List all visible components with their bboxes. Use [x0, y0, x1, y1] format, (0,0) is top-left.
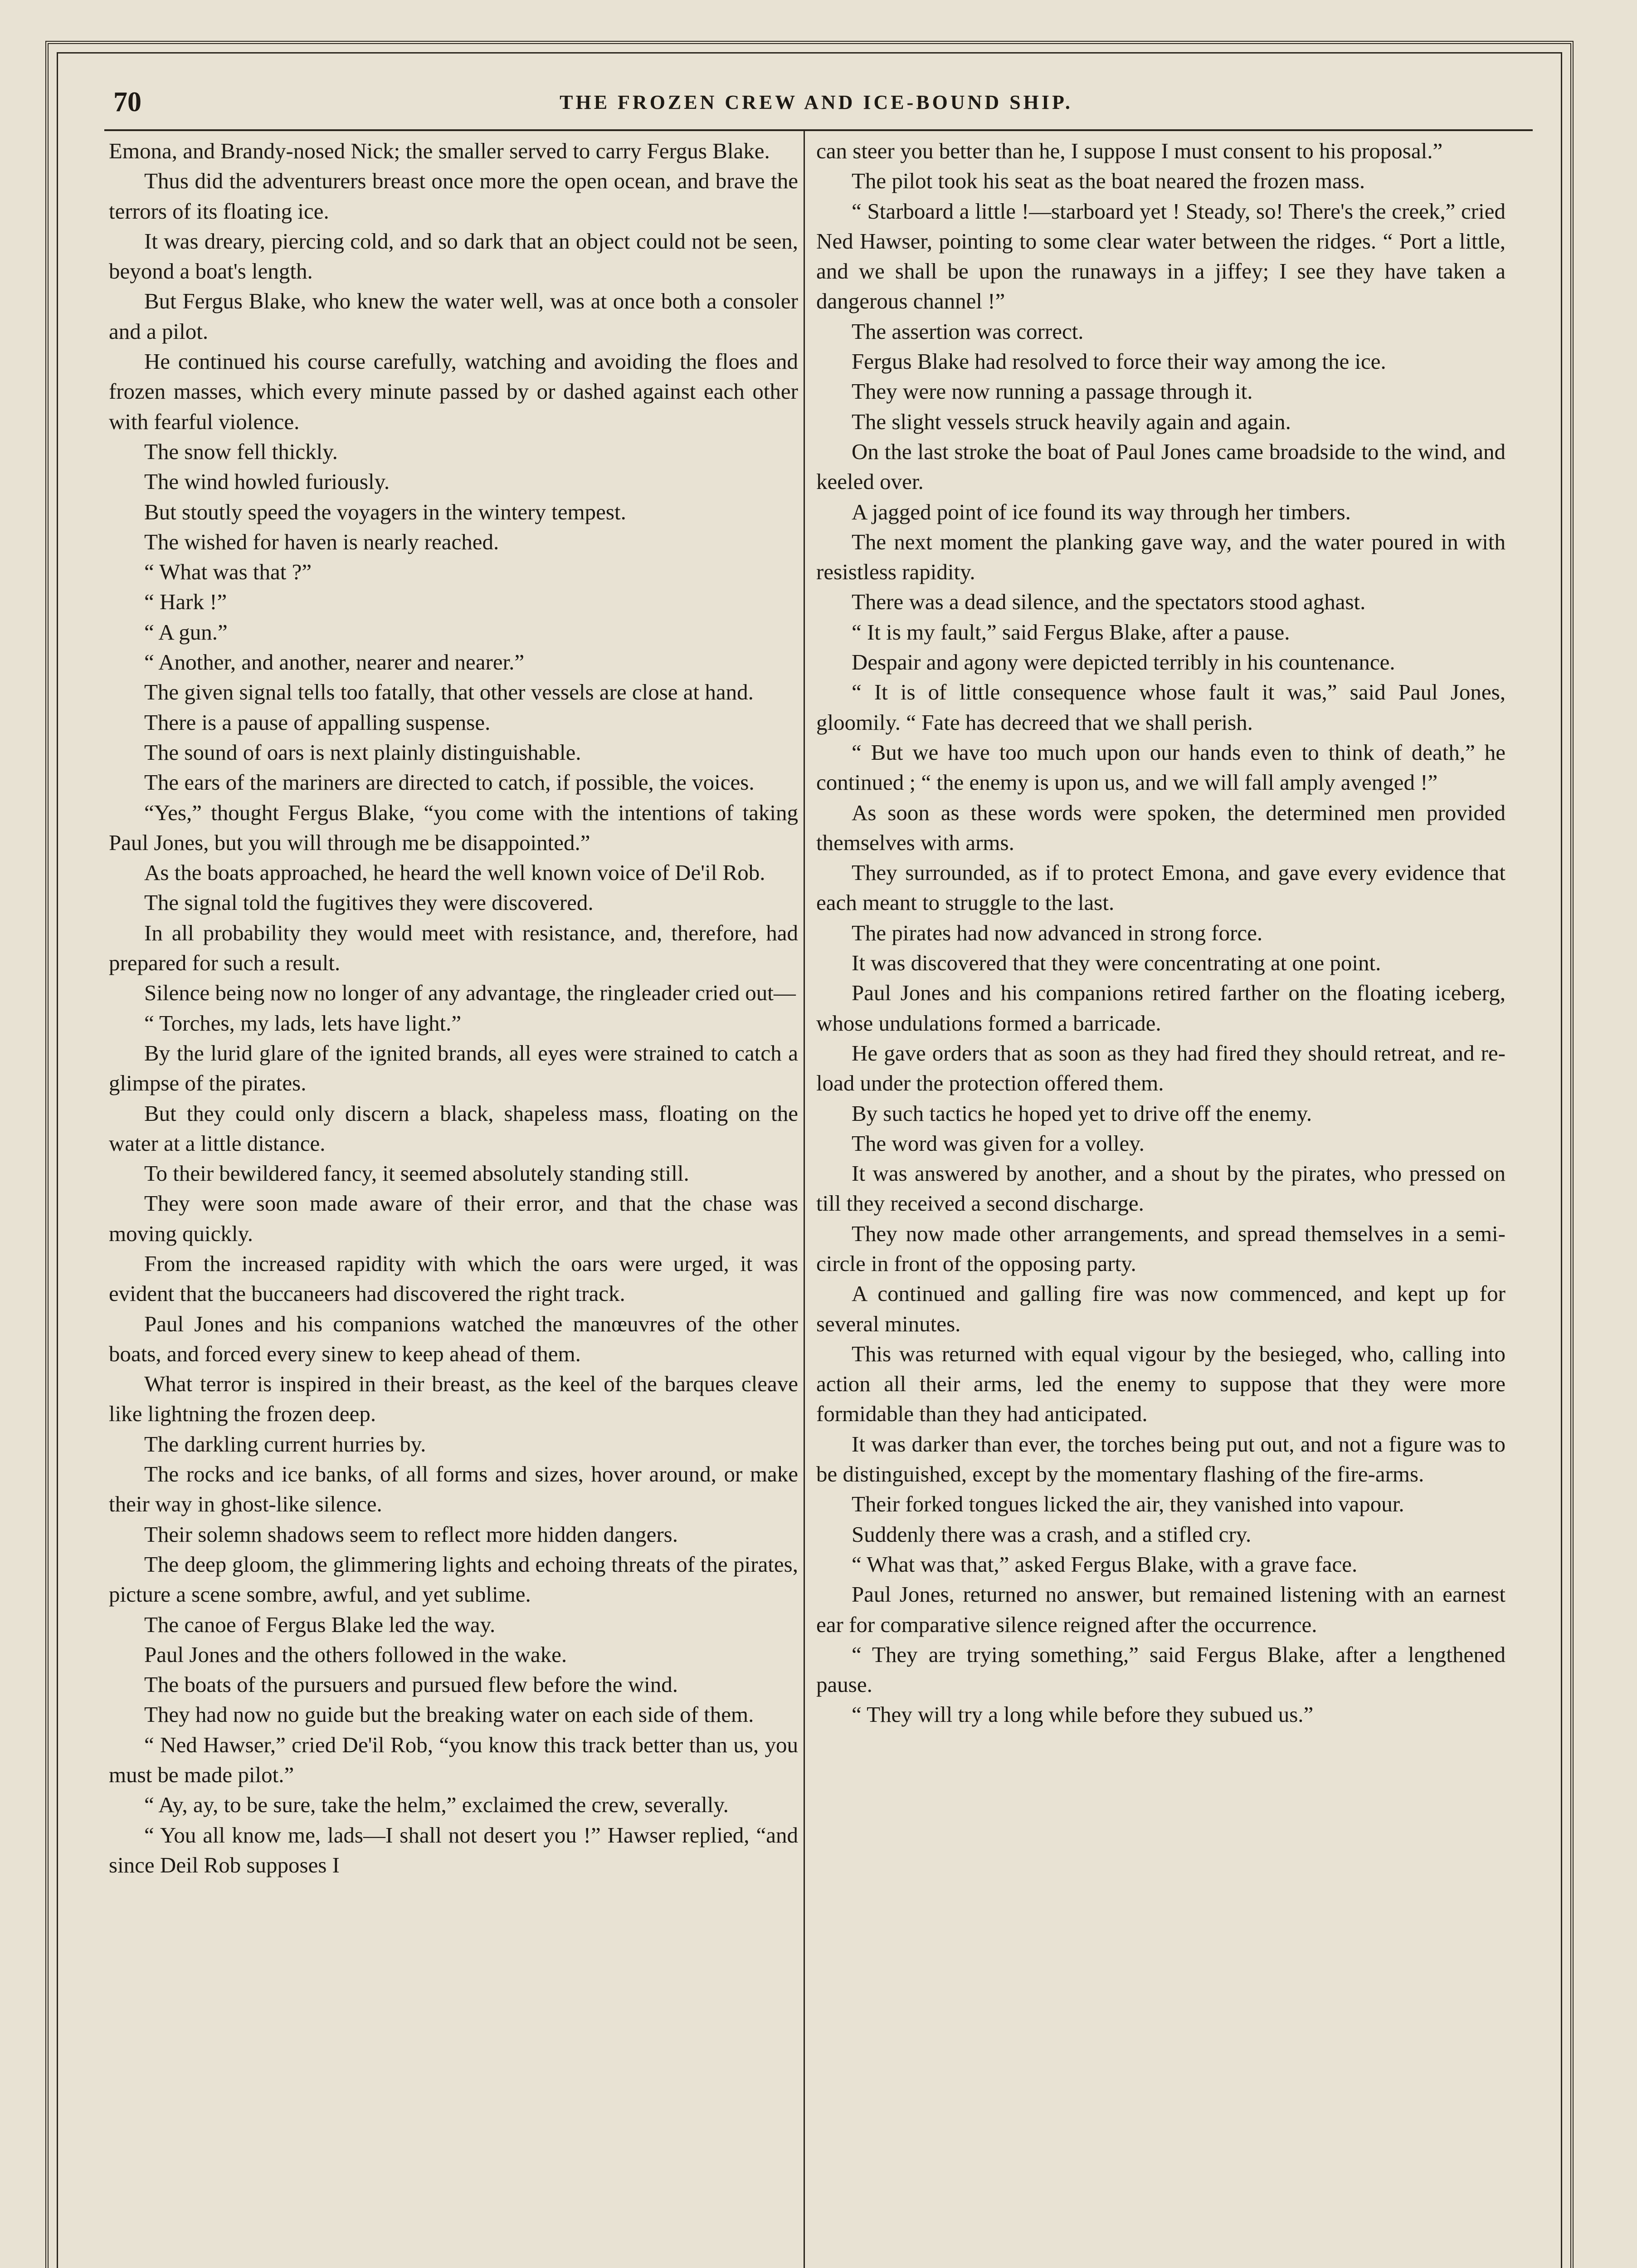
paragraph: Suddenly there was a crash, and a stifled cry.: [852, 1521, 1252, 1547]
paragraph: But stoutly speed the voyagers in the wintery tempest.: [144, 499, 626, 524]
paragraph: There was a dead silence, and the spectators stood aghast.: [852, 589, 1366, 615]
paragraph: Paul Jones and the others followed in the wake.: [144, 1642, 567, 1667]
column-divider: [804, 129, 805, 2268]
paragraph: “ It is my fault,” said Fergus Blake, after a pause.: [852, 619, 1290, 645]
paragraph: He gave orders that as soon as they had fired they should retreat, and re-load under the protection offered them.: [816, 1040, 1505, 1096]
paragraph: Paul Jones and his companions watched the manœuvres of the other boats, and forced every sinew to keep ahead of them.: [109, 1311, 798, 1366]
paragraph: The given signal tells too fatally, that other vessels are close at hand.: [144, 679, 754, 705]
paragraph: They now made other arrangements, and spread themselves in a semi-circle in front of the opposing party.: [816, 1221, 1505, 1276]
left-column: [109, 136, 798, 1880]
paragraph: It was darker than ever, the torches being put out, and not a figure was to be distinguished, except by the momentary flashing of the fire-arms.: [816, 1431, 1505, 1487]
paragraph: It was discovered that they were concentrating at one point.: [852, 950, 1381, 976]
paragraph: “ Another, and another, nearer and nearer.”: [144, 650, 525, 675]
paragraph: A continued and galling fire was now commenced, and kept up for several minutes.: [816, 1281, 1505, 1336]
paragraph: To their bewildered fancy, it seemed absolutely standing still.: [144, 1161, 689, 1186]
paragraph: Thus did the adventurers breast once more the open ocean, and brave the terrors of its floating ice.: [109, 168, 798, 224]
paragraph: In all probability they would meet with resistance, and, therefore, had prepared for such a result.: [109, 920, 798, 976]
paragraph: There is a pause of appalling suspense.: [144, 709, 491, 735]
paragraph: As soon as these words were spoken, the determined men provided themselves with arms.: [816, 800, 1505, 855]
paragraph: The next moment the planking gave way, and the water poured in with resistless rapidity.: [816, 529, 1505, 585]
paragraph: Their forked tongues licked the air, they vanished into vapour.: [852, 1491, 1404, 1517]
paragraph: Emona, and Brandy-nosed Nick; the smaller served to carry Fergus Blake.: [109, 138, 770, 163]
paragraph: “ They are trying something,” said Fergus Blake, after a lengthened pause.: [816, 1642, 1505, 1697]
paragraph: “Yes,” thought Fergus Blake, “you come with the intentions of taking Paul Jones, but you will through me be disappointed.”: [109, 800, 798, 855]
paragraph: What terror is inspired in their breast, as the keel of the barques cleave like lightning the frozen deep.: [109, 1371, 798, 1427]
paragraph: The assertion was correct.: [852, 318, 1084, 344]
paragraph: By such tactics he hoped yet to drive off the enemy.: [852, 1100, 1312, 1126]
paragraph: The snow fell thickly.: [144, 439, 338, 464]
paragraph: This was returned with equal vigour by the besieged, who, calling into action all their arms, led the enemy to suppose that they were more formidable than they had anticipated.: [816, 1341, 1505, 1427]
paragraph: But Fergus Blake, who knew the water well, was at once both a consoler and a pilot.: [109, 288, 798, 344]
paragraph: “ But we have too much upon our hands even to think of death,” he continued ; “ the enemy is upon us, and we will fall amply avenged !”: [816, 739, 1505, 795]
paragraph: Paul Jones, returned no answer, but remained listening with an earnest ear for comparative silence reigned after the occurrence.: [816, 1582, 1505, 1637]
paragraph: The rocks and ice banks, of all forms and sizes, hover around, or make their way in ghost-like silence.: [109, 1461, 798, 1517]
paragraph: From the increased rapidity with which the oars were urged, it was evident that the buccaneers had discovered the right track.: [109, 1251, 798, 1306]
paragraph: The wind howled furiously.: [144, 469, 390, 494]
paragraph: As the boats approached, he heard the well known voice of De'il Rob.: [144, 860, 765, 885]
paragraph: The boats of the pursuers and pursued flew before the wind.: [144, 1672, 678, 1697]
paragraph: They had now no guide but the breaking water on each side of them.: [144, 1702, 754, 1727]
page-number: 70: [113, 86, 141, 117]
paragraph: “ It is of little consequence whose fault it was,” said Paul Jones, gloomily. “ Fate has decreed that we shall perish.: [816, 679, 1505, 735]
paragraph: He continued his course carefully, watching and avoiding the floes and frozen masses, which every minute passed by or dashed against each other with fearful violence.: [109, 349, 798, 434]
paragraph: The sound of oars is next plainly distinguishable.: [144, 739, 581, 765]
paragraph: The pilot took his seat as the boat neared the frozen mass.: [852, 168, 1365, 194]
paragraph: The word was given for a volley.: [852, 1130, 1145, 1156]
paragraph: The wished for haven is nearly reached.: [144, 529, 499, 554]
header-rule: [104, 129, 1533, 131]
paragraph: The pirates had now advanced in strong force.: [852, 920, 1263, 945]
paragraph: “ Starboard a little !—starboard yet ! Steady, so! There's the creek,” cried Ned Hawser, pointing to some clear water between the ridges. “ Port a little, and we shall be upon the runaways in a jiffey; I see they have taken a dangerous channel !”: [816, 198, 1505, 314]
paragraph: They surrounded, as if to protect Emona, and gave every evidence that each meant to struggle to the last.: [816, 860, 1505, 915]
paragraph: can steer you better than he, I suppose I must consent to his proposal.”: [816, 138, 1443, 163]
paragraph: “ You all know me, lads—I shall not desert you !” Hawser replied, “and since Deil Rob supposes I: [109, 1822, 798, 1877]
paragraph: Silence being now no longer of any advantage, the ringleader cried out—: [144, 980, 796, 1006]
running-title: THE FROZEN CREW AND ICE-BOUND SHIP.: [560, 91, 1073, 113]
paragraph: The canoe of Fergus Blake led the way.: [144, 1612, 496, 1637]
paragraph: The slight vessels struck heavily again and again.: [852, 409, 1291, 434]
paragraph: “ What was that ?”: [144, 559, 312, 585]
right-column: [816, 136, 1505, 1730]
paragraph: But they could only discern a black, shapeless mass, floating on the water at a little distance.: [109, 1100, 798, 1156]
paragraph: Fergus Blake had resolved to force their way among the ice.: [852, 349, 1386, 374]
paragraph: “ Torches, my lads, lets have light.”: [144, 1010, 462, 1036]
paragraph: They were soon made aware of their error, and that the chase was moving quickly.: [109, 1191, 798, 1246]
paragraph: “ A gun.”: [144, 619, 228, 645]
paragraph: A jagged point of ice found its way through her timbers.: [852, 499, 1351, 524]
paragraph: Paul Jones and his companions retired farther on the floating iceberg, whose undulations formed a barricade.: [816, 980, 1505, 1036]
paragraph: It was answered by another, and a shout by the pirates, who pressed on till they received a second discharge.: [816, 1161, 1505, 1216]
paragraph: “ Ay, ay, to be sure, take the helm,” exclaimed the crew, severally.: [144, 1792, 729, 1818]
paragraph: Their solemn shadows seem to reflect more hidden dangers.: [144, 1521, 678, 1547]
paragraph: The deep gloom, the glimmering lights and echoing threats of the pirates, picture a scene sombre, awful, and yet sublime.: [109, 1551, 798, 1607]
paragraph: Despair and agony were depicted terribly in his countenance.: [852, 650, 1395, 675]
paragraph: “ Hark !”: [144, 589, 227, 615]
paragraph: It was dreary, piercing cold, and so dark that an object could not be seen, beyond a boat's length.: [109, 228, 798, 284]
paragraph: The ears of the mariners are directed to catch, if possible, the voices.: [144, 770, 755, 795]
paragraph: “ They will try a long while before they subued us.”: [852, 1702, 1314, 1727]
paragraph: The signal told the fugitives they were discovered.: [144, 890, 594, 915]
paragraph: The darkling current hurries by.: [144, 1431, 426, 1457]
paragraph: “ Ned Hawser,” cried De'il Rob, “you know this track better than us, you must be made pilot.”: [109, 1732, 798, 1788]
paragraph: On the last stroke the boat of Paul Jones came broadside to the wind, and keeled over.: [816, 439, 1505, 494]
page-header: [113, 79, 1519, 125]
paragraph: By the lurid glare of the ignited brands, all eyes were strained to catch a glimpse of the pirates.: [109, 1040, 798, 1096]
paragraph: “ What was that,” asked Fergus Blake, with a grave face.: [852, 1551, 1358, 1577]
paragraph: They were now running a passage through it.: [852, 379, 1253, 404]
